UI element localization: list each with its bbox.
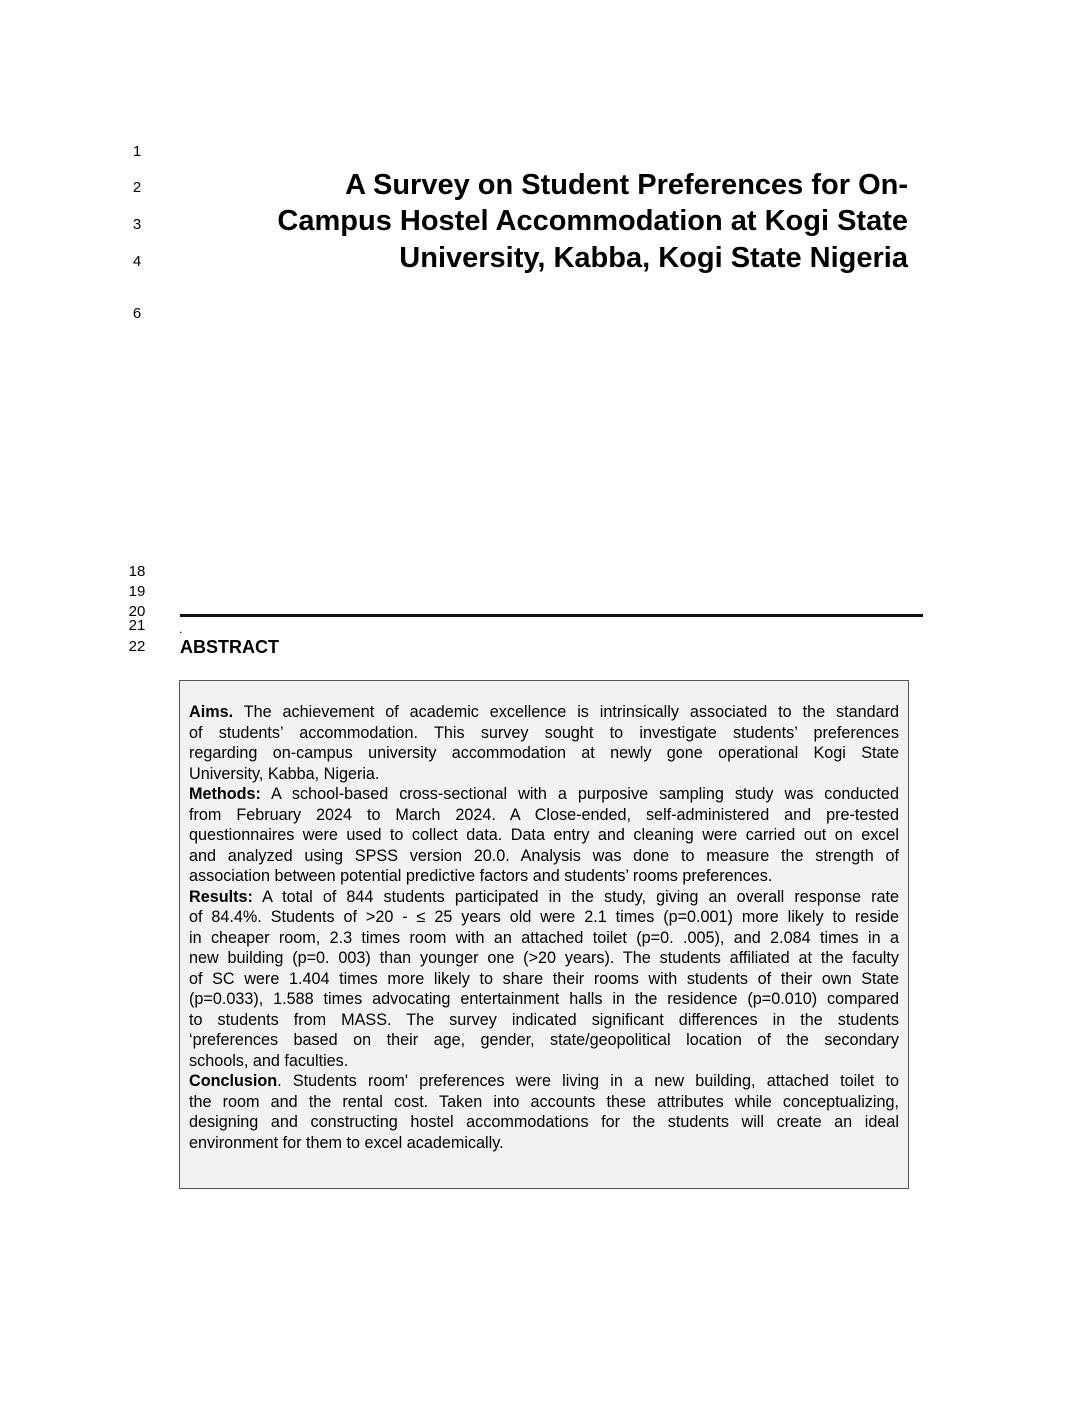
line-number: 3	[132, 216, 142, 233]
aims-line	[189, 702, 899, 723]
results-text: of SC were 1.404 times more likely to share their rooms with students of their own State	[189, 969, 899, 988]
methods-line	[189, 846, 899, 867]
stray-dot: .	[179, 622, 183, 636]
line-number: 6	[132, 305, 142, 322]
results-line	[189, 1010, 899, 1031]
title-line: A Survey on Student Preferences for On-	[345, 169, 908, 201]
aims-line	[189, 764, 899, 785]
results-text: ‘preferences based on their age, gender, state/geopolitical location of the secondary	[189, 1031, 899, 1049]
results-text: (p=0.033), 1.588 times advocating entertainment halls in the residence (p=0.010) compared	[189, 990, 899, 1008]
aims-line	[189, 723, 899, 744]
results-line	[189, 907, 899, 928]
aims-text: University, Kabba, Nigeria.	[189, 764, 380, 783]
conclusion-line	[189, 1133, 899, 1154]
aims-line	[189, 743, 899, 764]
conclusion-text: . Students room' preferences were living in a new building, attached toilet to	[277, 1072, 899, 1090]
methods-line	[189, 805, 899, 826]
divider-rule	[180, 614, 923, 617]
results-line	[189, 989, 899, 1010]
results-text: new building (p=0. 003) than younger one (>20 years). The students affiliated at the faculty	[189, 949, 899, 967]
methods-text: association between potential predictive factors and students’ rooms preferences.	[189, 867, 773, 885]
abstract-box	[179, 680, 909, 1189]
methods-text: from February 2024 to March 2024. A Close-ended, self-administered and pre-tested	[189, 805, 899, 824]
aims-text: of students’ accommodation. This survey sought to investigate students’ preferences	[189, 723, 899, 742]
results-line	[189, 948, 899, 969]
conclusion-line	[189, 1092, 899, 1113]
line-number: 19	[128, 583, 146, 600]
results-line	[189, 1051, 899, 1072]
results-text: of 84.4%. Students of >20 - ≤ 25 years old were 2.1 times (p=0.001) more likely to reside	[189, 908, 899, 926]
results-line	[189, 887, 899, 908]
methods-text: A school-based cross-sectional with a purposive sampling study was conducted	[260, 785, 899, 803]
line-number: 20	[128, 603, 146, 620]
methods-label: Methods:	[189, 785, 261, 803]
conclusion-text: the room and the rental cost. Taken into accounts these attributes while conceptualizing,	[189, 1092, 899, 1111]
abstract-body	[189, 702, 899, 1153]
line-number: 18	[128, 563, 146, 580]
conclusion-text: designing and constructing hostel accommodations for the students will create an ideal	[189, 1113, 899, 1131]
results-text: schools, and faculties.	[189, 1051, 349, 1070]
results-line	[189, 928, 899, 949]
methods-line	[189, 784, 899, 805]
aims-label: Aims.	[189, 703, 234, 721]
title-line: University, Kabba, Kogi State Nigeria	[399, 242, 908, 274]
methods-text: and analyzed using SPSS version 20.0. Analysis was done to measure the strength of	[189, 846, 899, 865]
aims-text: The achievement of academic excellence is intrinsically associated to the standard	[233, 703, 899, 721]
line-number: 4	[132, 253, 142, 270]
methods-line	[189, 866, 899, 887]
conclusion-text: environment for them to excel academically.	[189, 1133, 504, 1152]
conclusion-line	[189, 1112, 899, 1133]
results-label: Results:	[189, 887, 253, 906]
results-text: in cheaper room, 2.3 times room with an attached toilet (p=0. .005), and 2.084 times in a	[189, 928, 899, 947]
aims-text: regarding on-campus university accommodation at newly gone operational Kogi State	[189, 744, 899, 762]
title-line: Campus Hostel Accommodation at Kogi State	[277, 205, 908, 237]
results-text: A total of 844 students participated in the study, giving an overall response rate	[252, 887, 899, 906]
results-line	[189, 1030, 899, 1051]
conclusion-label: Conclusion	[189, 1072, 278, 1090]
results-line	[189, 969, 899, 990]
abstract-heading: ABSTRACT	[180, 637, 279, 657]
line-number: 21	[128, 617, 146, 634]
line-number: 2	[132, 179, 142, 196]
methods-line	[189, 825, 899, 846]
line-number: 1	[132, 143, 142, 160]
line-number: 22	[128, 638, 146, 655]
results-text: to students from MASS. The survey indicated significant differences in the students	[189, 1010, 899, 1029]
methods-text: questionnaires were used to collect data. Data entry and cleaning were carried out on excel	[189, 826, 899, 844]
conclusion-line	[189, 1071, 899, 1092]
